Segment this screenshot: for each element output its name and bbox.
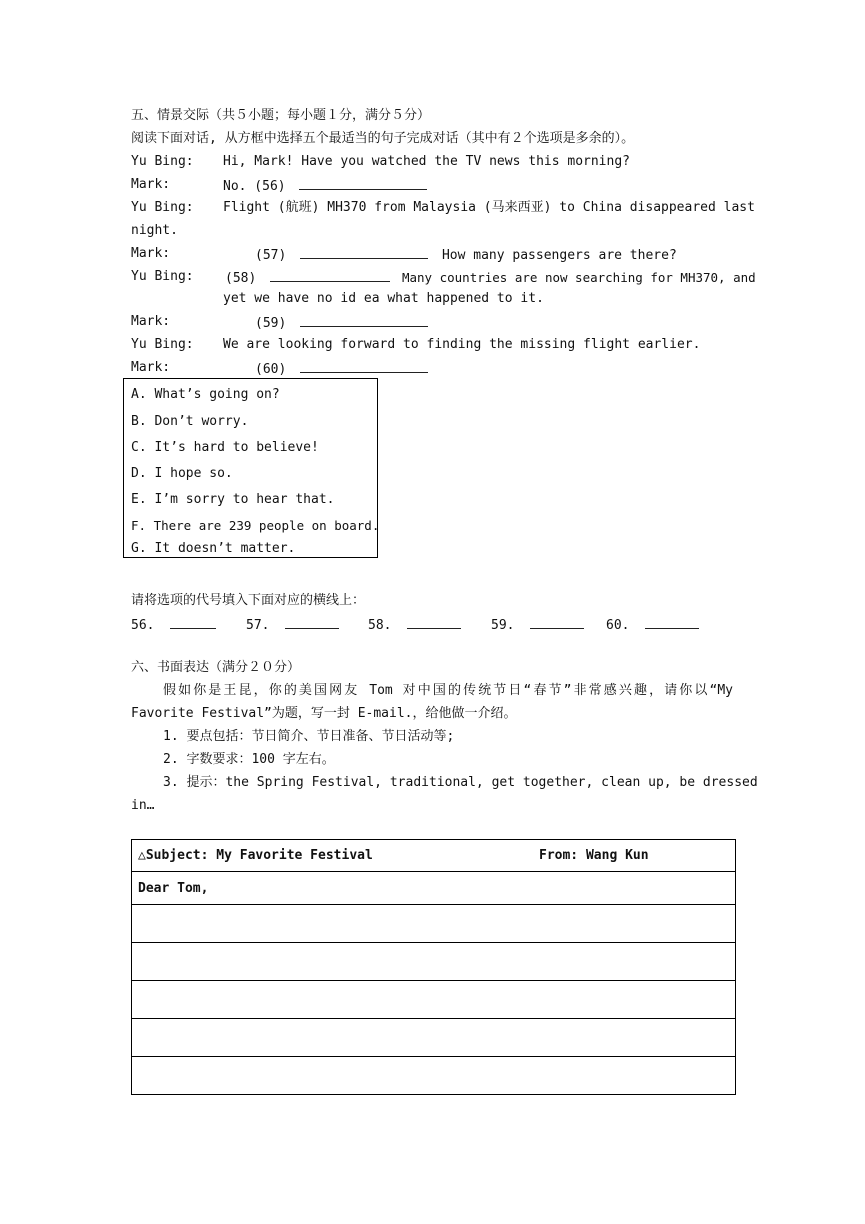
writing-line[interactable] — [132, 905, 736, 943]
point-3-cont: in… — [131, 798, 155, 813]
dialogue-speaker: Yu Bing: — [131, 269, 194, 284]
answer-item-59 — [491, 615, 584, 635]
answer-item-56 — [131, 615, 216, 635]
answer-line-59[interactable] — [530, 615, 584, 629]
blank-number-58: (58) — [225, 271, 257, 286]
option-g: G. It doesn’t matter. — [131, 541, 296, 556]
dialogue-text-after: How many passengers are there? — [441, 248, 677, 263]
email-subject: △Subject: My Favorite Festival — [138, 848, 373, 863]
email-greeting: Dear Tom, — [138, 880, 209, 896]
answer-prompt: 请将选项的代号填入下面对应的横线上： — [131, 593, 366, 608]
option-f: F. There are 239 people on board. — [131, 518, 380, 533]
section5-heading: 五、情景交际（共５小题；每小题１分，满分５分） — [131, 108, 431, 123]
dialogue-text — [223, 176, 427, 196]
section6-prompt: 假如你是王昆，你的美国网友 Tom 对中国的传统节日“春节”非常感兴趣，请你以“My — [163, 683, 733, 698]
dialogue-speaker: Mark: — [131, 314, 171, 329]
blank-number-56: No. (56) — [223, 179, 286, 194]
blank-number-57: (57) — [255, 248, 287, 263]
dialogue-text: We are looking forward to finding the missing flight earlier. — [223, 337, 701, 352]
option-a: A. What’s going on? — [131, 387, 280, 402]
point-1: 1. 要点包括：节日简介、节日准备、节日活动等; — [163, 729, 455, 744]
answer-blank-58[interactable] — [270, 268, 390, 282]
dialogue-text-cont: night. — [131, 223, 178, 238]
dialogue-text-cont: yet we have no id ea what happened to it. — [223, 291, 544, 306]
answer-line-58[interactable] — [407, 615, 461, 629]
answer-line-56[interactable] — [170, 615, 216, 629]
dialogue-text-after: Many countries are now searching for MH370, and — [401, 270, 756, 285]
answer-line-60[interactable] — [645, 615, 699, 629]
point-2: 2. 字数要求：100 字左右。 — [163, 752, 335, 767]
option-d: D. I hope so. — [131, 466, 233, 481]
dialogue-speaker: Yu Bing: — [131, 337, 194, 352]
section6-heading: 六、书面表达（满分２０分） — [131, 660, 301, 675]
dialogue-text: Flight (航班) MH370 from Malaysia (马来西亚) to China disappeared last — [223, 200, 755, 215]
answer-label: 57. — [246, 618, 270, 633]
dialogue-speaker: Yu Bing: — [131, 154, 194, 169]
option-b: B. Don’t worry. — [131, 414, 249, 429]
answer-line-57[interactable] — [285, 615, 339, 629]
dialogue-text — [225, 268, 756, 288]
dialogue-speaker: Mark: — [131, 177, 171, 192]
answer-blank-60[interactable] — [300, 359, 428, 373]
answer-row — [131, 615, 731, 633]
dialogue-text: Hi, Mark! Have you watched the TV news this morning? — [223, 154, 630, 169]
dialogue-speaker: Mark: — [131, 246, 171, 261]
section5-instruction: 阅读下面对话, 从方框中选择五个最适当的句子完成对话（其中有２个选项是多余的）。 — [131, 131, 635, 146]
answer-label: 56. — [131, 618, 155, 633]
email-greeting-row[interactable] — [132, 872, 736, 905]
answer-item-58 — [368, 615, 461, 635]
dialogue-speaker: Yu Bing: — [131, 200, 194, 215]
writing-line[interactable] — [132, 1057, 736, 1095]
dialogue-text — [255, 359, 428, 379]
point-3: 3. 提示：the Spring Festival, traditional, get together, clean up, be dressed — [163, 775, 758, 790]
answer-label: 60. — [606, 618, 630, 633]
answer-blank-57[interactable] — [300, 245, 428, 259]
answer-item-60 — [606, 615, 699, 635]
section6-prompt-cont: Favorite Festival”为题，写一封 E-mail.，给他做一介绍。 — [131, 706, 517, 721]
email-writing-table — [131, 839, 736, 1095]
writing-line[interactable] — [132, 943, 736, 981]
blank-number-59: (59) — [255, 316, 287, 331]
writing-line[interactable] — [132, 981, 736, 1019]
blank-number-60: (60) — [255, 362, 287, 377]
writing-line[interactable] — [132, 1019, 736, 1057]
answer-blank-59[interactable] — [300, 313, 428, 327]
email-from: From: Wang Kun — [539, 848, 649, 863]
dialogue-text — [255, 245, 677, 265]
dialogue-speaker: Mark: — [131, 360, 171, 375]
option-c: C. It’s hard to believe! — [131, 440, 319, 455]
email-header-row — [132, 840, 736, 872]
dialogue-text — [255, 313, 428, 333]
options-box — [123, 378, 378, 558]
answer-blank-56[interactable] — [299, 176, 427, 190]
answer-label: 58. — [368, 618, 392, 633]
option-e: E. I’m sorry to hear that. — [131, 492, 335, 507]
answer-label: 59. — [491, 618, 515, 633]
answer-item-57 — [246, 615, 339, 635]
